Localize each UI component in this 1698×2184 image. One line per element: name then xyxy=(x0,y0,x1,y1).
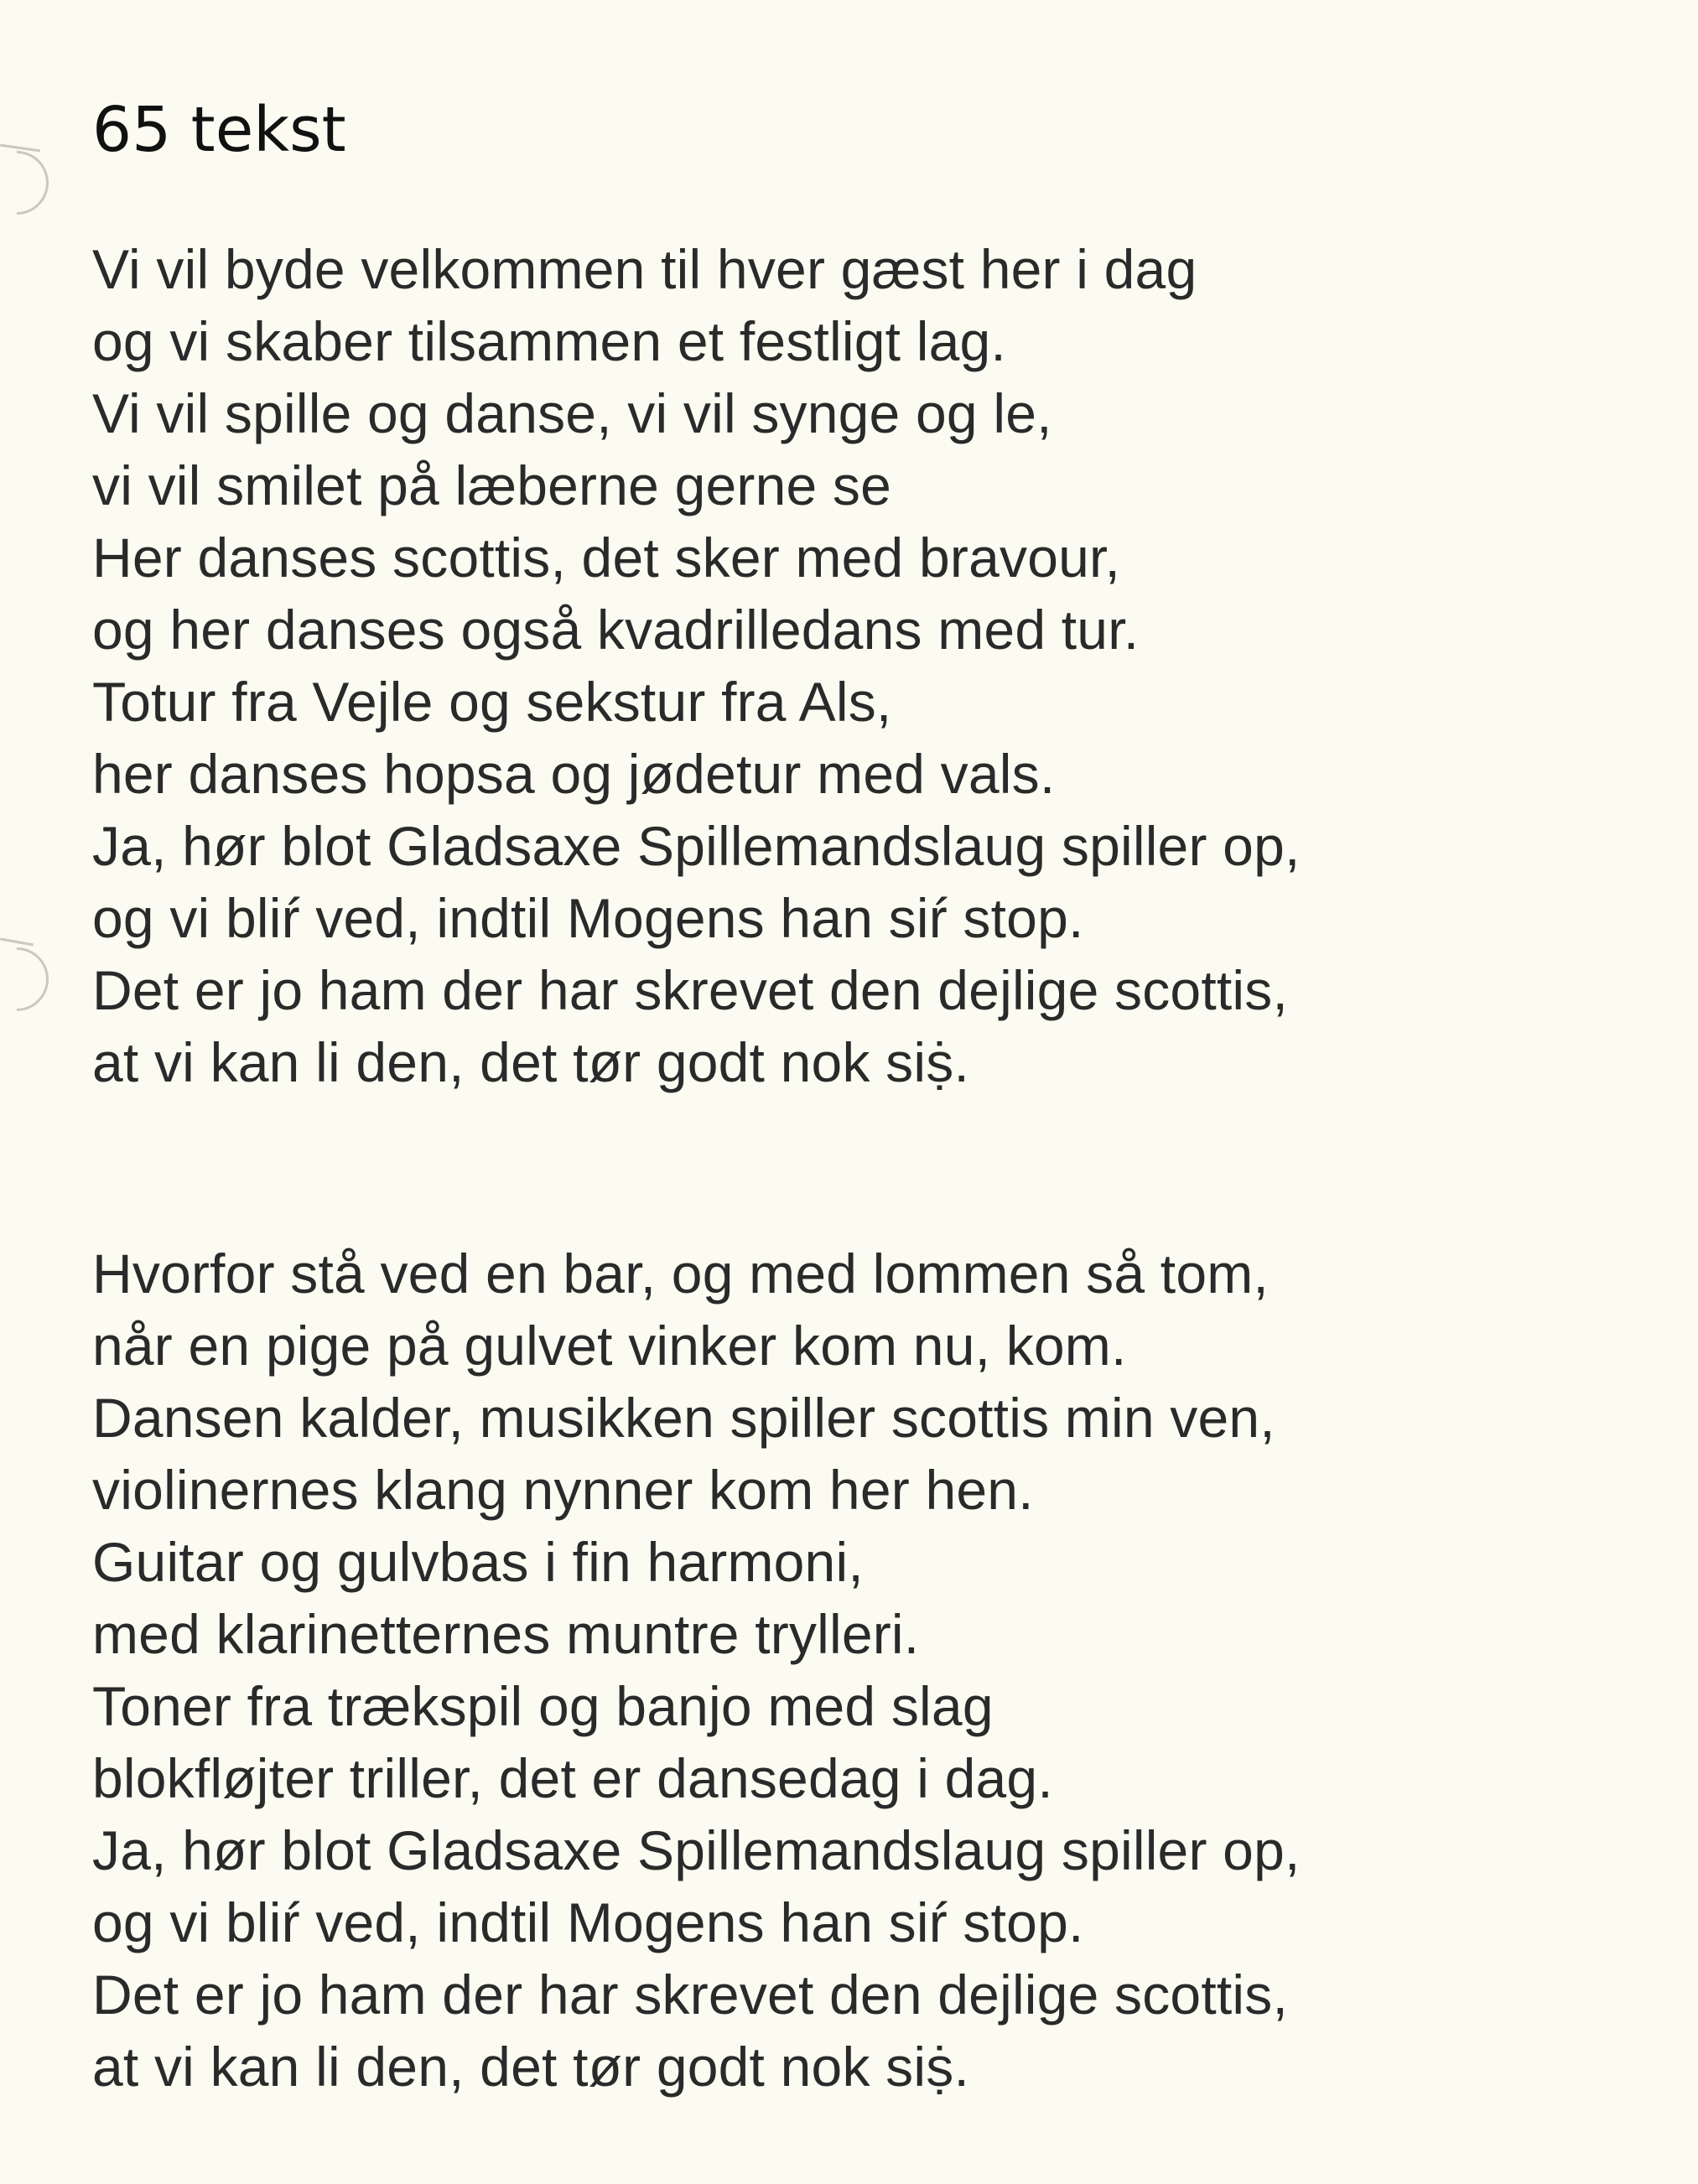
verse-line: når en pige på gulvet vinker kom nu, kom. xyxy=(92,1315,1127,1377)
chorus-line: Det er jo ham der har skrevet den dejlige scottis, xyxy=(92,1964,1289,2026)
chorus-line: og vi bliŕ ved, indtil Mogens han siŕ stop. xyxy=(92,887,1084,949)
verse-line: vi vil smilet på læberne gerne se xyxy=(92,454,892,516)
verse-line: violinernes klang nynner kom her hen. xyxy=(92,1459,1034,1521)
chorus-line: Ja, hør blot Gladsaxe Spillemandslaug spiller op, xyxy=(92,815,1301,877)
verse-line: Dansen kalder, musikken spiller scottis min ven, xyxy=(92,1387,1275,1449)
verse-line: Vi vil spille og danse, vi vil synge og le, xyxy=(92,382,1052,444)
verse-1 xyxy=(92,233,1301,1098)
chorus-line: at vi kan li den, det tør godt nok siṩ. xyxy=(92,1031,969,1093)
verse-line: her danses hopsa og jødetur med vals. xyxy=(92,743,1056,805)
chorus-line: Ja, hør blot Gladsaxe Spillemandslaug spiller op, xyxy=(92,1819,1301,1881)
scan-edge-mark xyxy=(0,938,34,947)
verse-line: Her danses scottis, det sker med bravour, xyxy=(92,527,1121,589)
verse-line: Guitar og gulvbas i fin harmoni, xyxy=(92,1531,864,1593)
verse-line: Vi vil byde velkommen til hver gæst her i dag xyxy=(92,238,1197,300)
verse-line: og vi skaber tilsammen et festligt lag. xyxy=(92,310,1006,372)
verse-line: Totur fra Vejle og sekstur fra Als, xyxy=(92,671,892,733)
chorus-line: og vi bliŕ ved, indtil Mogens han siŕ stop. xyxy=(92,1891,1084,1953)
punch-hole-mark xyxy=(0,934,62,1024)
verse-line: med klarinetternes muntre trylleri. xyxy=(92,1603,920,1665)
verse-line: blokfløjter triller, det er dansedag i dag. xyxy=(92,1747,1053,1809)
verse-line: Toner fra trækspil og banjo med slag xyxy=(92,1675,994,1737)
punch-hole-mark xyxy=(0,137,62,227)
verse-line: og her danses også kvadrilledans med tur. xyxy=(92,599,1140,661)
chorus-line: at vi kan li den, det tør godt nok siṩ. xyxy=(92,2036,969,2098)
verse-2 xyxy=(92,1237,1301,2103)
verse-line: Hvorfor stå ved en bar, og med lommen så tom, xyxy=(92,1242,1269,1305)
chorus-line: Det er jo ham der har skrevet den dejlige scottis, xyxy=(92,959,1289,1021)
page-title: 65 tekst xyxy=(92,94,346,166)
